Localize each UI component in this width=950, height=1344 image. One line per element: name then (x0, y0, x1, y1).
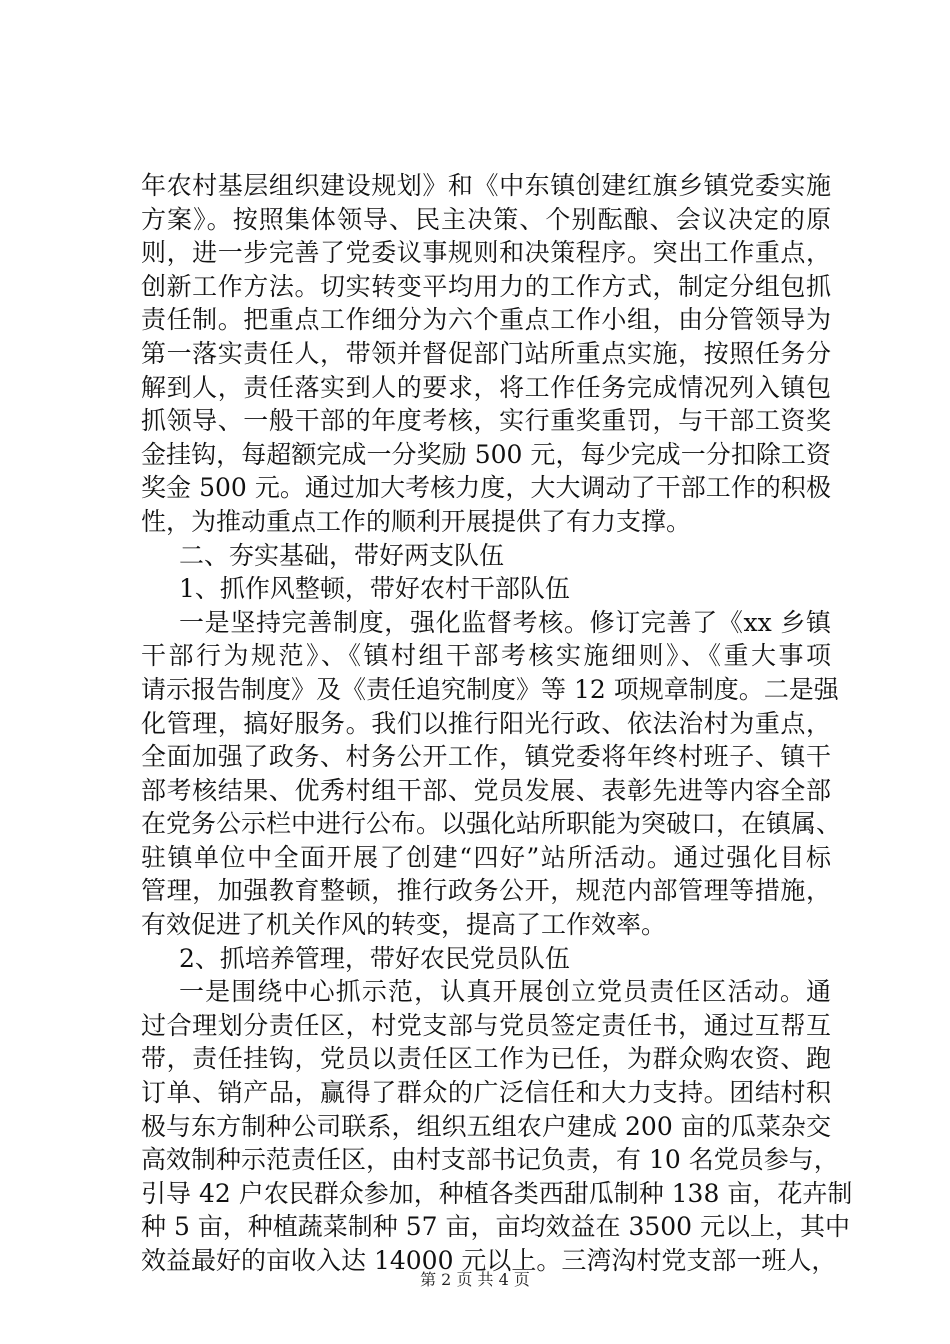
text-line: 在党务公示栏中进行公布。以强化站所职能为突破口，在镇属、 (141, 809, 842, 839)
text-line: 部考核结果、优秀村组干部、党员发展、表彰先进等内容全部 (141, 775, 831, 805)
text-line: 过合理划分责任区，村党支部与党员签定责任书，通过互帮互 (141, 1010, 831, 1040)
text-line: 引导 42 户农民群众参加，种植各类西甜瓜制种 138 亩，花卉制 (141, 1178, 853, 1208)
text-line: 带，责任挂钩，党员以责任区工作为已任，为群众购农资、跑 (141, 1044, 831, 1074)
text-line: 驻镇单位中全面开展了创建“四好”站所活动。通过强化目标 (141, 842, 831, 872)
text-line: 效益最好的亩收入达 14000 元以上。三湾沟村党支部一班人， (141, 1246, 837, 1275)
text-line: 一是坚持完善制度，强化监督考核。修订完善了《xx 乡镇 (179, 607, 831, 637)
text-line: 极与东方制种公司联系，组织五组农户建成 200 亩的瓜菜杂交 (141, 1111, 831, 1141)
text-line: 解到人，责任落实到人的要求，将工作任务完成情况列入镇包 (141, 372, 831, 402)
text-line: 高效制种示范责任区，由村支部书记负责，有 10 名党员参与， (141, 1145, 839, 1175)
text-line: 化管理，搞好服务。我们以推行阳光行政、依法治村为重点， (141, 708, 831, 738)
page-number-footer: 第 2 页 共 4 页 (420, 1270, 530, 1289)
section-heading: 二、夯实基础，带好两支队伍 (179, 540, 505, 570)
text-line: 则，进一步完善了党委议事规则和决策程序。突出工作重点， (141, 238, 831, 268)
text-line: 订单、销产品，赢得了群众的广泛信任和大力支持。团结村积 (141, 1078, 831, 1108)
text-line: 一是围绕中心抓示范，认真开展创立党员责任区活动。通 (179, 977, 831, 1007)
text-line: 责任制。把重点工作细分为六个重点工作小组，由分管领导为 (141, 305, 831, 335)
subsection-heading: 1、抓作风整顿，带好农村干部队伍 (179, 574, 570, 604)
text-line: 年农村基层组织建设规划》和《中东镇创建红旗乡镇党委实施 (141, 171, 831, 200)
text-line: 全面加强了政务、村务公开工作，镇党委将年终村班子、镇干 (141, 742, 831, 772)
text-line: 方案》。按照集体领导、民主决策、个别酝酿、会议决定的原 (141, 204, 831, 234)
text-line: 第一落实责任人，带领并督促部门站所重点实施，按照任务分 (141, 338, 831, 368)
text-line: 抓领导、一般干部的年度考核，实行重奖重罚，与干部工资奖 (141, 406, 831, 436)
text-line: 干部行为规范》、《镇村组干部考核实施细则》、《重大事项 (141, 641, 831, 671)
text-line: 创新工作方法。切实转变平均用力的工作方式，制定分组包抓 (141, 271, 831, 301)
text-line: 奖金 500 元。通过加大考核力度，大大调动了干部工作的积极 (141, 473, 831, 503)
subsection-heading: 2、抓培养管理，带好农民党员队伍 (179, 943, 570, 973)
text-line: 金挂钩，每超额完成一分奖励 500 元，每少完成一分扣除工资 (141, 439, 831, 469)
text-line: 管理，加强教育整顿，推行政务公开，规范内部管理等措施， (141, 876, 831, 906)
text-line: 种 5 亩，种植蔬菜制种 57 亩，亩均效益在 3500 元以上，其中 (141, 1212, 851, 1242)
text-line: 有效促进了机关作风的转变，提高了工作效率。 (141, 910, 667, 940)
text-line: 性，为推动重点工作的顺利开展提供了有力支撑。 (141, 506, 692, 536)
text-line: 请示报告制度》及《责任追究制度》等 12 项规章制度。二是强 (141, 674, 839, 704)
document-body (141, 169, 853, 1278)
